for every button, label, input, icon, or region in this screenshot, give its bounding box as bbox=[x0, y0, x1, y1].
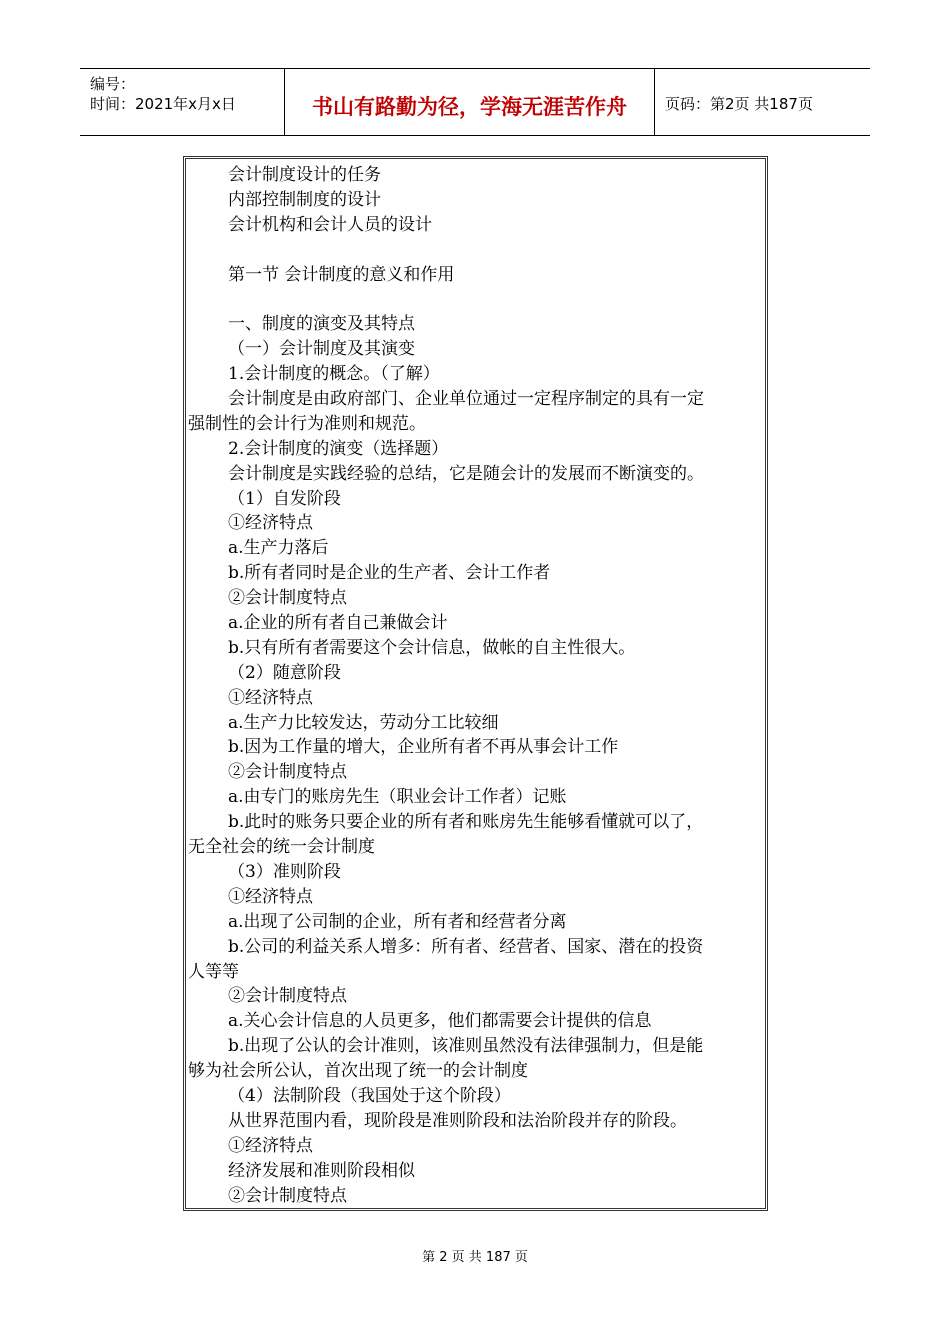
body-line: ①经济特点 bbox=[228, 1135, 313, 1156]
body-line: a.生产力落后 bbox=[228, 538, 329, 559]
page-footer: 第 2 页 共 187 页 bbox=[422, 1250, 528, 1265]
body-line: 强制性的会计行为准则和规范。 bbox=[188, 413, 426, 434]
body-line: a.由专门的账房先生（职业会计工作者）记账 bbox=[228, 787, 567, 808]
body-line: b.因为工作量的增大，企业所有者不再从事会计工作 bbox=[228, 737, 619, 758]
body-line: 会计制度是实践经验的总结，它是随会计的发展而不断演变的。 bbox=[228, 463, 704, 484]
body-line: （3）准则阶段 bbox=[228, 861, 341, 882]
body-line: 1.会计制度的概念。（了解） bbox=[228, 364, 440, 385]
body-line: b.只有所有者需要这个会计信息，做帐的自主性很大。 bbox=[228, 637, 636, 658]
header-page-cell bbox=[655, 69, 870, 135]
body-line: 经济发展和准则阶段相似 bbox=[228, 1160, 415, 1181]
body-line: ①经济特点 bbox=[228, 687, 313, 708]
body-line: b.此时的账务只要企业的所有者和账房先生能够看懂就可以了， bbox=[228, 812, 704, 833]
content-frame bbox=[183, 156, 768, 1211]
blank-line bbox=[188, 287, 762, 312]
body-line: 从世界范围内看，现阶段是准则阶段和法治阶段并存的阶段。 bbox=[228, 1110, 687, 1131]
body-line: b.所有者同时是企业的生产者、会计工作者 bbox=[228, 563, 551, 584]
document-number-label: 编号： bbox=[90, 75, 136, 93]
body-line: 会计机构和会计人员的设计 bbox=[228, 214, 432, 235]
body-line: 够为社会所公认，首次出现了统一的会计制度 bbox=[188, 1061, 528, 1082]
body-line: 内部控制制度的设计 bbox=[228, 189, 381, 210]
header-meta-cell bbox=[80, 69, 285, 135]
body-line: 一、制度的演变及其特点 bbox=[228, 314, 415, 335]
body-line: （1）自发阶段 bbox=[228, 488, 341, 509]
body-line: a.生产力比较发达，劳动分工比较细 bbox=[228, 712, 499, 733]
body-line: a.关心会计信息的人员更多，他们都需要会计提供的信息 bbox=[228, 1011, 652, 1032]
body-line: 会计制度设计的任务 bbox=[228, 165, 381, 185]
body-line: 无全社会的统一会计制度 bbox=[188, 837, 375, 858]
body-line: ①经济特点 bbox=[228, 886, 313, 907]
document-date-label: 时间：2021年x月x日 bbox=[90, 95, 236, 113]
body-line: a.企业的所有者自己兼做会计 bbox=[228, 613, 448, 634]
body-line: 会计制度是由政府部门、企业单位通过一定程序制定的具有一定 bbox=[228, 389, 704, 410]
header-page-label: 页码：第2页 共187页 bbox=[665, 95, 813, 113]
content-body bbox=[188, 163, 762, 1208]
body-line: ②会计制度特点 bbox=[228, 762, 347, 783]
body-line: b.出现了公认的会计准则，该准则虽然没有法律强制力，但是能 bbox=[228, 1036, 704, 1057]
header-motto-cell bbox=[285, 69, 655, 135]
page-header bbox=[80, 68, 870, 136]
body-line: （4）法制阶段（我国处于这个阶段） bbox=[228, 1085, 511, 1106]
body-line: b.公司的利益关系人增多：所有者、经营者、国家、潜在的投资 bbox=[228, 936, 704, 957]
body-line: 第一节 会计制度的意义和作用 bbox=[228, 264, 455, 285]
blank-line bbox=[188, 238, 762, 263]
body-line: a.出现了公司制的企业，所有者和经营者分离 bbox=[228, 911, 567, 932]
body-line: 人等等 bbox=[188, 961, 239, 982]
body-line: ①经济特点 bbox=[228, 513, 313, 534]
body-line: ②会计制度特点 bbox=[228, 588, 347, 609]
body-line: ②会计制度特点 bbox=[228, 986, 347, 1007]
body-line: （2）随意阶段 bbox=[228, 662, 341, 683]
body-line: 2.会计制度的演变（选择题） bbox=[228, 438, 449, 459]
header-motto: 书山有路勤为径，学海无涯苦作舟 bbox=[312, 95, 627, 119]
body-line: ②会计制度特点 bbox=[228, 1185, 347, 1206]
body-line: （一）会计制度及其演变 bbox=[228, 339, 415, 360]
